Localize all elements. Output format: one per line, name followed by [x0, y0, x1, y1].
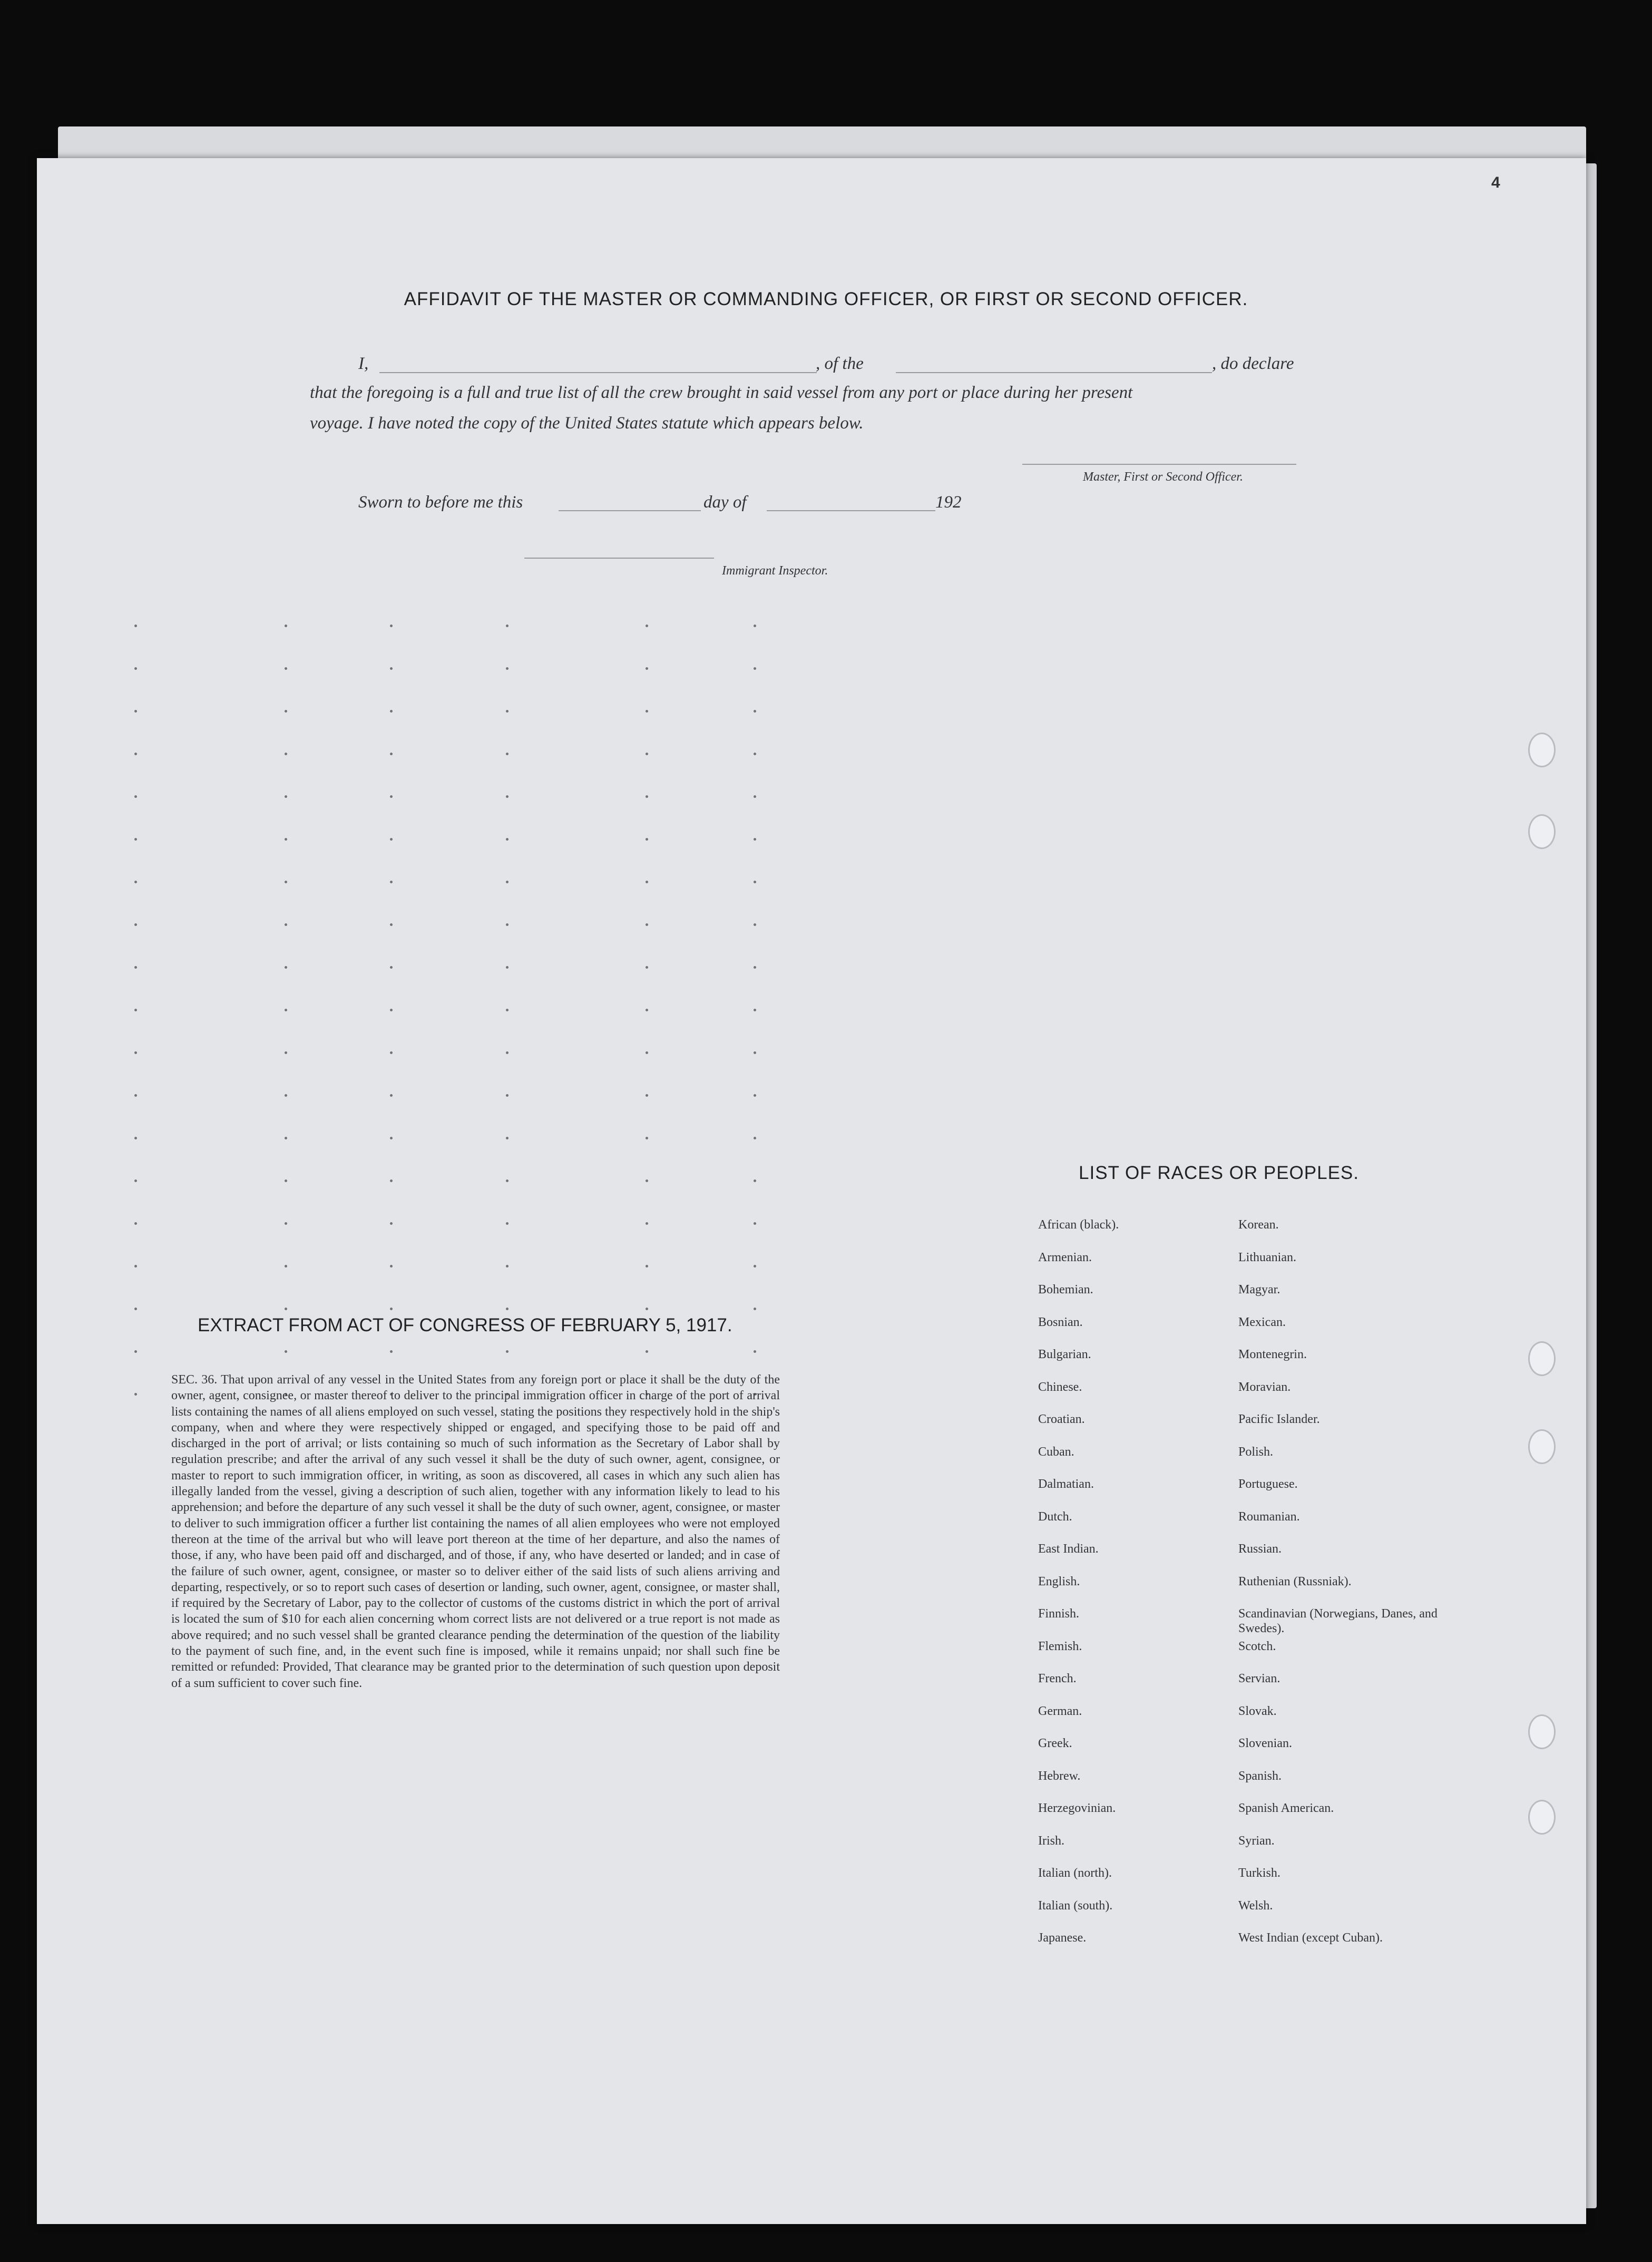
race-item: Roumanian. [1238, 1509, 1300, 1524]
row-dot [754, 1265, 756, 1267]
row-dot [285, 1265, 287, 1267]
race-item: Spanish American. [1238, 1801, 1334, 1815]
row-dot [506, 923, 509, 926]
vessel-name-line[interactable] [896, 372, 1212, 373]
race-item: East Indian. [1038, 1542, 1099, 1556]
race-item: Armenian. [1038, 1250, 1092, 1264]
race-item: Russian. [1238, 1542, 1282, 1556]
row-dot [646, 1094, 648, 1097]
row-dot [134, 1137, 137, 1139]
row-dot [390, 753, 393, 755]
race-item: English. [1038, 1574, 1080, 1588]
row-dot [285, 838, 287, 841]
row-dot [390, 1308, 393, 1310]
row-dot [754, 1308, 756, 1310]
row-dot [506, 1308, 509, 1310]
page-number: 4 [1491, 174, 1500, 191]
extract-text: SEC. 36. That upon arrival of any vessel in the United States from any foreign port or place it shall be the duty of the owner, agent, consignee, or master thereof to deliver to the principal immigration officer in charge of the port of arrival lists containing the names of all aliens employed on such vessel, stating the positions they respectively hold in the ship's company, when and where they were respectively shipped or engaged, and specifying those to be paid off and discharged in the port of arrival; or lists containing so much of such information as the Secretary of Labor shall by regulation prescribe; and after the arrival of any such vessel it shall be the duty of such owner, agent, consignee, or master to report to such immigration officer, in writing, as soon as discovered, all cases in which any such alien has illegally landed from the vessel, giving a description of such alien, together with any information likely to lead to his apprehension; and before the departure of any such vessel it shall be the duty of such owner, agent, consignee, or master to deliver to such immigration officer a further list containing the names of all alien employees who were not employed thereon at the time of the arrival but who will leave port thereon at the time of her departure, and also the names of those, if any, who have been paid off and discharged, and of those, if any, who have deserted or landed; and in case of the failure of such owner, agent, consignee, or master so to deliver either of the said lists of such aliens arriving and departing, respectively, or so to report such cases of desertion or landing, such owner, agent, consignee, or master shall, if required by the Secretary of Labor, pay to the collector of customs of the customs district in which the port of arrival is located the sum of $10 for each alien concerning whom correct lists are not delivered or a true report is not made as above required; and no such vessel shall be granted clearance pending the determination of the question of the liability to the payment of such fine, and, in the event such fine is imposed, while it remains unpaid; nor shall such fine be remitted or refunded: Provided, That clearance may be granted prior to the determination of such question upon deposit of a sum sufficient to cover such fine. [171, 1373, 780, 1690]
row-dot [390, 795, 393, 798]
row-dot [646, 838, 648, 841]
race-item: Greek. [1038, 1737, 1072, 1750]
row-dot [134, 710, 137, 713]
row-dot [390, 1094, 393, 1097]
row-dot [390, 881, 393, 883]
race-item: Welsh. [1238, 1898, 1273, 1913]
row-dot [754, 1009, 756, 1011]
row-dot [134, 625, 137, 627]
row-dot [134, 795, 137, 798]
row-dot [754, 838, 756, 841]
affidavit-title: AFFIDAVIT OF THE MASTER OR COMMANDING OFFICER, OR FIRST OR SECOND OFFICER. [404, 289, 1248, 309]
race-item: Mexican. [1238, 1315, 1286, 1329]
day-of-label: day of [703, 493, 747, 512]
race-item: African (black). [1038, 1218, 1119, 1232]
row-dot [754, 1051, 756, 1054]
race-item: Chinese. [1038, 1380, 1082, 1394]
row-dot [390, 1051, 393, 1054]
row-dot [390, 1179, 393, 1182]
race-item: Slovenian. [1238, 1737, 1292, 1750]
race-item: Ruthenian (Russniak). [1238, 1574, 1352, 1588]
race-item: Polish. [1238, 1445, 1274, 1459]
row-dot [390, 1222, 393, 1225]
row-dot [134, 881, 137, 883]
races-list [1038, 1217, 1449, 1963]
row-dot [390, 1350, 393, 1353]
row-dot [506, 1009, 509, 1011]
row-dot [506, 1094, 509, 1097]
race-item: Spanish. [1238, 1769, 1282, 1783]
row-dot [134, 1009, 137, 1011]
row-dot [754, 795, 756, 798]
row-dot [134, 667, 137, 670]
punch-hole [1528, 1429, 1556, 1464]
row-dot [134, 1308, 137, 1310]
row-dot [506, 1179, 509, 1182]
row-dot [134, 1179, 137, 1182]
row-dot [285, 1222, 287, 1225]
year-label: 192 [935, 493, 962, 512]
row-dot [506, 1350, 509, 1353]
race-item: Finnish. [1038, 1607, 1080, 1621]
row-dot [285, 753, 287, 755]
row-dot [754, 625, 756, 627]
inspector-signature-label: Immigrant Inspector. [722, 564, 828, 578]
race-item: Cuban. [1038, 1445, 1074, 1459]
row-dot [646, 1137, 648, 1139]
race-item: Servian. [1238, 1672, 1280, 1685]
row-dot [754, 966, 756, 969]
row-dot [754, 1222, 756, 1225]
row-dot [390, 667, 393, 670]
race-item: Syrian. [1238, 1834, 1275, 1848]
row-dot [285, 923, 287, 926]
row-dot [646, 795, 648, 798]
row-dot [285, 1350, 287, 1353]
row-dot [285, 625, 287, 627]
row-dot [390, 710, 393, 713]
row-dot [134, 923, 137, 926]
row-dot [754, 1137, 756, 1139]
race-item: Turkish. [1238, 1866, 1280, 1880]
row-dot [285, 1308, 287, 1310]
race-item: Bulgarian. [1038, 1348, 1091, 1361]
row-dot [506, 710, 509, 713]
punch-hole [1528, 1341, 1556, 1376]
row-dot [285, 966, 287, 969]
race-item: Korean. [1238, 1218, 1279, 1232]
sworn-month-line[interactable] [767, 510, 935, 511]
declarant-label: I, [358, 354, 369, 373]
punch-hole [1528, 733, 1556, 767]
row-dot [506, 667, 509, 670]
race-item: Scotch. [1238, 1639, 1276, 1653]
race-item: Dutch. [1038, 1509, 1072, 1524]
race-item: Herzegovinian. [1038, 1801, 1116, 1815]
vessel-label: , of the [816, 354, 864, 373]
row-dot [506, 1137, 509, 1139]
row-dot [285, 1094, 287, 1097]
row-dot [506, 966, 509, 969]
row-dot [646, 1308, 648, 1310]
row-dot [754, 667, 756, 670]
master-signature-label: Master, First or Second Officer. [1083, 470, 1243, 484]
row-dot [285, 1051, 287, 1054]
row-dot [506, 1265, 509, 1267]
declaration-line-2: voyage. I have noted the copy of the United States statute which appears below. [310, 414, 864, 433]
declare-label: , do declare [1212, 354, 1294, 373]
row-dot [646, 625, 648, 627]
row-dot [285, 667, 287, 670]
punch-hole [1528, 1714, 1556, 1749]
race-item: Japanese. [1038, 1931, 1087, 1945]
race-item: Italian (south). [1038, 1898, 1113, 1913]
row-dot [285, 1179, 287, 1182]
row-dot [754, 753, 756, 755]
race-item: Croatian. [1038, 1412, 1085, 1426]
row-dot [646, 966, 648, 969]
row-dot [506, 625, 509, 627]
race-item: Moravian. [1238, 1380, 1291, 1394]
row-dot [285, 795, 287, 798]
row-dot [506, 881, 509, 883]
row-dot [134, 1051, 137, 1054]
row-dot [134, 1094, 137, 1097]
row-dot [506, 838, 509, 841]
race-item: Hebrew. [1038, 1769, 1081, 1783]
row-dot [390, 1137, 393, 1139]
row-dot [754, 710, 756, 713]
row-dot [134, 753, 137, 755]
row-dot [506, 1222, 509, 1225]
race-item: Bohemian. [1038, 1283, 1093, 1296]
row-dot [390, 923, 393, 926]
row-dot [506, 753, 509, 755]
row-dot [646, 923, 648, 926]
row-dot [646, 1350, 648, 1353]
extract-heading: EXTRACT FROM ACT OF CONGRESS OF FEBRUARY 5, 1917. [198, 1315, 732, 1335]
punch-hole [1528, 814, 1556, 849]
race-item: Scandinavian (Norwegians, Danes, and Swedes). [1238, 1607, 1438, 1635]
row-dot [646, 1179, 648, 1182]
sworn-day-line[interactable] [559, 510, 701, 511]
row-dot [646, 881, 648, 883]
race-item: Italian (north). [1038, 1866, 1112, 1880]
inspector-signature-line[interactable] [524, 558, 714, 559]
race-item: Lithuanian. [1238, 1250, 1296, 1264]
race-item: Portuguese. [1238, 1477, 1298, 1491]
punch-hole [1528, 1800, 1556, 1835]
sworn-label: Sworn to before me this [358, 493, 523, 512]
row-dot [754, 923, 756, 926]
row-dot [134, 1350, 137, 1353]
row-dot [390, 838, 393, 841]
row-dot [754, 881, 756, 883]
row-dot [390, 625, 393, 627]
row-dot [134, 1265, 137, 1267]
row-dot [285, 1009, 287, 1011]
row-dot [754, 1094, 756, 1097]
row-dot [390, 1265, 393, 1267]
declarant-name-line[interactable] [379, 372, 817, 373]
row-dot [646, 753, 648, 755]
row-dot [285, 881, 287, 883]
row-dot [285, 1137, 287, 1139]
row-dot [506, 1051, 509, 1054]
race-item: Magyar. [1238, 1283, 1280, 1296]
row-dot [134, 1222, 137, 1225]
race-item: Pacific Islander. [1238, 1412, 1320, 1426]
row-dot [646, 710, 648, 713]
race-item: West Indian (except Cuban). [1238, 1931, 1383, 1945]
row-dot [285, 710, 287, 713]
row-dot [134, 966, 137, 969]
race-item: Flemish. [1038, 1639, 1082, 1653]
master-signature-line[interactable] [1022, 464, 1296, 465]
row-dot [646, 1265, 648, 1267]
row-dot [646, 1222, 648, 1225]
row-dot [754, 1179, 756, 1182]
race-item: Bosnian. [1038, 1315, 1083, 1329]
race-item: German. [1038, 1704, 1082, 1718]
row-dot [390, 1009, 393, 1011]
row-dot [134, 838, 137, 841]
race-item: Slovak. [1238, 1704, 1277, 1718]
declaration-line-1: that the foregoing is a full and true list of all the crew brought in said vessel from any port or place during her present [310, 383, 1133, 402]
row-dot [390, 966, 393, 969]
race-item: Montenegrin. [1238, 1348, 1307, 1361]
row-dot [646, 1051, 648, 1054]
row-dot [646, 1009, 648, 1011]
race-item: French. [1038, 1672, 1077, 1685]
row-dot [754, 1350, 756, 1353]
race-item: Irish. [1038, 1834, 1064, 1848]
races-heading: LIST OF RACES OR PEOPLES. [1079, 1163, 1360, 1183]
race-item: Dalmatian. [1038, 1477, 1094, 1491]
row-dot [506, 795, 509, 798]
row-dot [134, 1393, 137, 1396]
row-dot [646, 667, 648, 670]
